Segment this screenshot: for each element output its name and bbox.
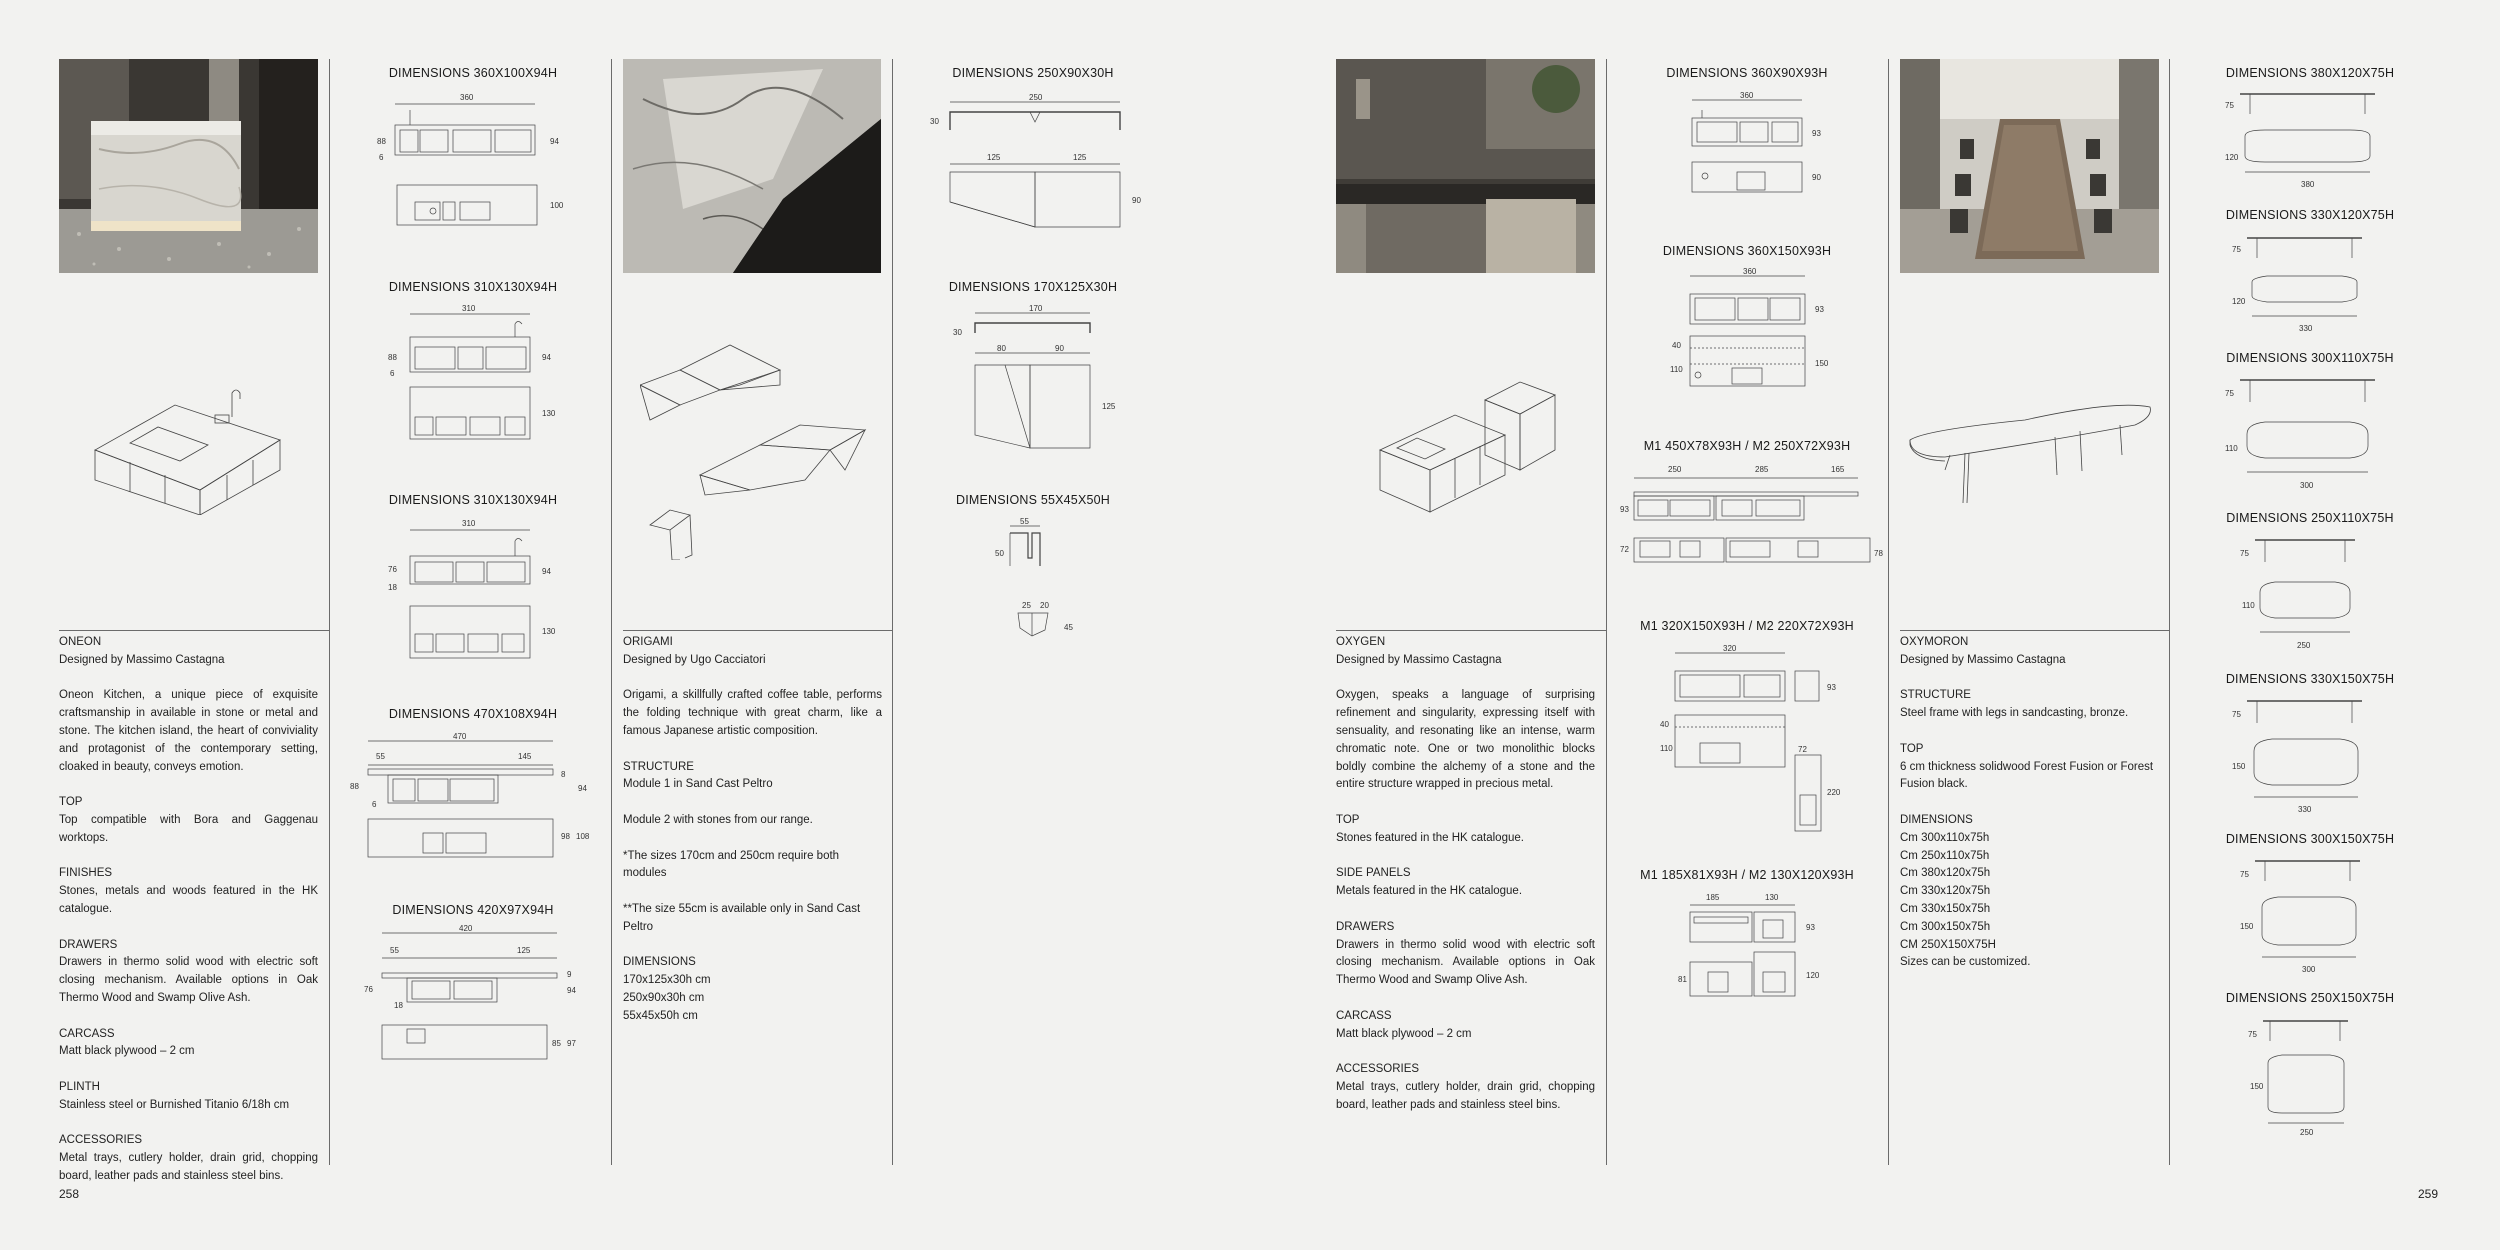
svg-text:250: 250 (1029, 93, 1043, 102)
product-name: ONEON (59, 636, 102, 648)
oneon-dimension-drawing (362, 925, 592, 1070)
svg-text:40: 40 (1660, 720, 1669, 729)
section-divider (59, 630, 329, 631)
svg-text:120: 120 (2232, 297, 2246, 306)
section-body: Metal trays, cutlery holder, drain grid, chopping board, leather pads and stainless steel bins. (59, 1152, 318, 1182)
origami-dimension-drawing (925, 92, 1145, 237)
page-number-right: 259 (2418, 1187, 2439, 1201)
svg-text:85: 85 (552, 1039, 561, 1048)
column-divider (1888, 59, 1889, 1165)
svg-text:108: 108 (576, 832, 590, 841)
svg-text:120: 120 (1806, 971, 1820, 980)
svg-text:250: 250 (2300, 1128, 2314, 1137)
svg-text:94: 94 (542, 353, 551, 362)
section-title: CARCASS (1336, 1009, 1392, 1022)
description: Oneon Kitchen, a unique piece of exquisite craftsmanship in available in stone or metal and stone. The kitchen island, the heart of conviviality and protagonist of the contemporary setting, cloaked in beauty, conveys emotion. (59, 689, 318, 773)
origami-dimension-title: DIMENSIONS 55X45X50H (955, 493, 1111, 507)
oxymoron-dimension-drawing (2225, 90, 2395, 200)
oxygen-dimension-drawing (1668, 892, 1848, 1007)
section-body: Drawers in thermo solid wood with electric soft closing mechanism. Available options in Oak Thermo Wood and Swamp Olive Ash. (1336, 938, 1595, 987)
svg-text:300: 300 (2302, 965, 2316, 974)
section-title: TOP (1900, 742, 1924, 755)
oxymoron-dimension-title: DIMENSIONS 330X150X75H (2225, 672, 2395, 686)
svg-text:145: 145 (518, 752, 532, 761)
svg-text:90: 90 (1812, 173, 1821, 182)
section-title: SIDE PANELS (1336, 867, 1411, 880)
section-title: ACCESSORIES (1336, 1063, 1420, 1076)
svg-text:50: 50 (995, 549, 1004, 558)
svg-text:75: 75 (2240, 870, 2249, 879)
oneon-dimension-drawing (375, 90, 575, 235)
origami-text-block (623, 634, 882, 1026)
svg-text:100: 100 (550, 201, 564, 210)
svg-text:6: 6 (372, 800, 377, 809)
svg-text:110: 110 (1660, 744, 1673, 753)
oxymoron-dimension-drawing (2248, 1017, 2368, 1142)
dimension-item: 250x90x30h cm (623, 991, 705, 1004)
svg-text:250: 250 (2297, 641, 2311, 650)
column-divider (2169, 59, 2170, 1165)
oxymoron-dimension-drawing (2232, 234, 2382, 344)
column-divider (611, 59, 612, 1165)
oxygen-dimension-title: DIMENSIONS 360X150X93H (1662, 244, 1832, 258)
oxygen-dimension-title: M1 320X150X93H / M2 220X72X93H (1640, 619, 1854, 633)
svg-text:90: 90 (1132, 196, 1141, 205)
dimension-item: 170x125x30h cm (623, 974, 711, 987)
section-body: Stainless steel or Burnished Titanio 6/18h cm (59, 1098, 290, 1111)
oneon-dimension-drawing (380, 302, 580, 452)
svg-text:93: 93 (1806, 923, 1815, 932)
oxymoron-dimension-title: DIMENSIONS 380X120X75H (2225, 66, 2395, 80)
svg-text:30: 30 (953, 328, 962, 337)
oneon-dimension-title: DIMENSIONS 360X100X94H (388, 66, 558, 80)
section-title: FINISHES (59, 867, 113, 880)
section-body: Steel frame with legs in sandcasting, bronze. (1900, 707, 2129, 720)
dimension-item: Cm 330x150x75h (1900, 902, 1991, 915)
oxymoron-dimension-title: DIMENSIONS 250X150X75H (2225, 991, 2395, 1005)
svg-text:310: 310 (462, 519, 476, 528)
dimension-item: Cm 330x120x75h (1900, 885, 1991, 898)
oxygen-dimension-title: M1 450X78X93H / M2 250X72X93H (1643, 439, 1851, 453)
svg-text:320: 320 (1723, 644, 1737, 653)
svg-text:165: 165 (1831, 465, 1845, 474)
origami-isometric-drawing (640, 340, 880, 560)
column-divider (1606, 59, 1607, 1165)
section-title: TOP (1336, 813, 1360, 826)
section-title: DIMENSIONS (1900, 813, 1973, 826)
oxygen-dimension-drawing (1618, 464, 1888, 579)
svg-text:360: 360 (460, 93, 474, 102)
section-body: Metals featured in the HK catalogue. (1336, 885, 1523, 898)
section-divider (1336, 630, 1606, 631)
svg-text:130: 130 (1765, 893, 1779, 902)
section-divider (623, 630, 892, 631)
svg-text:125: 125 (1073, 153, 1087, 162)
oxymoron-dimension-title: DIMENSIONS 330X120X75H (2225, 208, 2395, 222)
section-title: STRUCTURE (1900, 689, 1971, 702)
oneon-dimension-title: DIMENSIONS 310X130X94H (388, 280, 558, 294)
origami-photo (623, 59, 881, 273)
svg-text:75: 75 (2232, 245, 2241, 254)
svg-text:76: 76 (388, 565, 397, 574)
description: Origami, a skillfully crafted coffee table, performs the folding technique with great charm, like a famous Japanese artistic composition. (623, 689, 882, 737)
section-title: TOP (59, 796, 83, 809)
section-body: Matt black plywood – 2 cm (59, 1045, 195, 1058)
origami-dimension-title: DIMENSIONS 170X125X30H (948, 280, 1118, 294)
origami-dimension-drawing (945, 305, 1125, 460)
svg-text:90: 90 (1055, 344, 1064, 353)
svg-text:330: 330 (2299, 324, 2313, 333)
dimension-item: Cm 250x110x75h (1900, 849, 1990, 862)
oxymoron-dimension-title: DIMENSIONS 300X150X75H (2225, 832, 2395, 846)
svg-text:98: 98 (561, 832, 570, 841)
svg-text:18: 18 (388, 583, 397, 592)
oxymoron-isometric-drawing (1905, 395, 2155, 505)
svg-text:76: 76 (364, 985, 373, 994)
svg-text:300: 300 (2300, 481, 2314, 490)
dimension-item: Cm 300x150x75h (1900, 920, 1991, 933)
svg-text:94: 94 (567, 986, 576, 995)
oxymoron-dimension-drawing (2225, 376, 2395, 501)
svg-text:220: 220 (1827, 788, 1841, 797)
svg-text:88: 88 (377, 137, 386, 146)
svg-text:40: 40 (1672, 341, 1681, 350)
svg-text:75: 75 (2232, 710, 2241, 719)
svg-text:93: 93 (1812, 129, 1821, 138)
oxymoron-dimension-title: DIMENSIONS 250X110X75H (2226, 511, 2394, 525)
oneon-isometric-drawing (90, 375, 290, 515)
svg-text:81: 81 (1678, 975, 1687, 984)
description: Oxygen, speaks a language of surprising refinement and singularity, expressing itself with sensuality, and resonating like an intense, warm chromatic note. One or two monolithic blocks boldly combine the alchemy of a stone and the entire structure wrapped in precious metal. (1336, 689, 1595, 791)
svg-text:120: 120 (2225, 153, 2239, 162)
svg-text:150: 150 (2250, 1082, 2264, 1091)
oxygen-dimension-drawing (1660, 268, 1840, 398)
oxymoron-dimension-drawing (2232, 697, 2382, 822)
svg-text:150: 150 (1815, 359, 1829, 368)
svg-text:130: 130 (542, 409, 556, 418)
svg-text:110: 110 (2225, 444, 2238, 453)
svg-text:250: 250 (1668, 465, 1682, 474)
svg-text:72: 72 (1798, 745, 1807, 754)
section-body: Top compatible with Bora and Gaggenau worktops. (59, 813, 318, 844)
product-name: OXYMORON (1900, 636, 1969, 648)
svg-text:75: 75 (2225, 101, 2234, 110)
svg-text:94: 94 (578, 784, 587, 793)
svg-text:330: 330 (2298, 805, 2312, 814)
oneon-photo (59, 59, 318, 273)
oxymoron-dimension-drawing (2240, 536, 2370, 661)
designer: Designed by Massimo Castagna (59, 653, 225, 666)
svg-text:285: 285 (1755, 465, 1769, 474)
svg-text:88: 88 (388, 353, 397, 362)
svg-text:6: 6 (390, 369, 395, 378)
section-title: CARCASS (59, 1027, 115, 1040)
svg-text:360: 360 (1740, 91, 1754, 100)
oneon-text-block (59, 634, 318, 1204)
section-title: DRAWERS (1336, 920, 1395, 933)
oneon-dimension-title: DIMENSIONS 470X108X94H (388, 707, 558, 721)
svg-text:110: 110 (1670, 365, 1683, 374)
svg-text:18: 18 (394, 1001, 403, 1010)
oxygen-dimension-title: DIMENSIONS 360X90X93H (1666, 66, 1828, 80)
section-body: Drawers in thermo solid wood with electric soft closing mechanism. Available options in Oak Thermo Wood and Swamp Olive Ash. (59, 956, 318, 1004)
section-title: STRUCTURE (623, 760, 694, 773)
dimension-item: CM 250X150X75H (1900, 938, 1996, 951)
svg-text:125: 125 (987, 153, 1001, 162)
svg-text:45: 45 (1064, 623, 1073, 632)
svg-text:88: 88 (350, 782, 359, 791)
svg-text:8: 8 (561, 770, 566, 779)
section-title: DRAWERS (59, 938, 118, 951)
page-number-left: 258 (59, 1187, 80, 1201)
svg-text:93: 93 (1620, 505, 1629, 514)
product-name: ORIGAMI (623, 636, 673, 648)
svg-text:72: 72 (1620, 545, 1629, 554)
section-body: 6 cm thickness solidwood Forest Fusion or Forest Fusion black. (1900, 760, 2154, 791)
svg-text:125: 125 (1102, 402, 1116, 411)
oxygen-photo (1336, 59, 1595, 273)
oxymoron-dimension-title: DIMENSIONS 300X110X75H (2226, 351, 2394, 365)
svg-text:360: 360 (1743, 267, 1757, 276)
section-title: ACCESSORIES (59, 1134, 143, 1147)
customization-note: Sizes can be customized. (1900, 956, 2031, 969)
svg-text:150: 150 (2240, 922, 2254, 931)
origami-dimension-drawing (990, 518, 1080, 653)
svg-text:470: 470 (453, 732, 467, 741)
svg-text:75: 75 (2248, 1030, 2257, 1039)
dimension-item: Cm 300x110x75h (1900, 831, 1990, 844)
product-name: OXYGEN (1336, 636, 1386, 648)
svg-text:170: 170 (1029, 304, 1043, 313)
oxygen-dimension-drawing (1677, 90, 1837, 205)
section-body: Stones featured in the HK catalogue. (1336, 831, 1524, 844)
svg-text:94: 94 (542, 567, 551, 576)
svg-text:185: 185 (1706, 893, 1720, 902)
column-divider (329, 59, 330, 1165)
svg-text:55: 55 (390, 946, 399, 955)
svg-text:55: 55 (376, 752, 385, 761)
designer: Designed by Ugo Cacciatori (623, 653, 766, 666)
svg-text:6: 6 (379, 153, 384, 162)
designer: Designed by Massimo Castagna (1336, 653, 1502, 666)
module-note: Module 2 with stones from our range. (623, 813, 813, 826)
svg-text:97: 97 (567, 1039, 576, 1048)
footnote: *The sizes 170cm and 250cm require both modules (623, 849, 840, 880)
svg-text:93: 93 (1815, 305, 1824, 314)
svg-text:420: 420 (459, 924, 473, 933)
oxygen-dimension-drawing (1660, 645, 1860, 840)
svg-text:25: 25 (1022, 601, 1031, 610)
section-title: DIMENSIONS (623, 956, 696, 969)
oxygen-dimension-title: M1 185X81X93H / M2 130X120X93H (1640, 868, 1854, 882)
svg-text:30: 30 (930, 117, 939, 126)
svg-text:55: 55 (1020, 517, 1029, 526)
dimension-item: 55x45x50h cm (623, 1009, 698, 1022)
oxygen-isometric-drawing (1375, 380, 1560, 520)
oxymoron-photo (1900, 59, 2159, 273)
designer: Designed by Massimo Castagna (1900, 653, 2066, 666)
section-title: PLINTH (59, 1080, 100, 1093)
footnote: **The size 55cm is available only in Sand Cast Peltro (623, 902, 861, 933)
section-body: Metal trays, cutlery holder, drain grid, chopping board, leather pads and stainless steel bins. (1336, 1080, 1595, 1111)
svg-text:20: 20 (1040, 601, 1049, 610)
svg-text:130: 130 (542, 627, 556, 636)
svg-text:94: 94 (550, 137, 559, 146)
svg-text:110: 110 (2242, 601, 2255, 610)
oneon-dimension-drawing (348, 733, 598, 868)
svg-text:75: 75 (2240, 549, 2249, 558)
svg-text:150: 150 (2232, 762, 2246, 771)
dimension-item: Cm 380x120x75h (1900, 867, 1991, 880)
svg-text:125: 125 (517, 946, 531, 955)
svg-text:78: 78 (1874, 549, 1883, 558)
oxymoron-text-block (1900, 634, 2159, 972)
oneon-dimension-title: DIMENSIONS 310X130X94H (388, 493, 558, 507)
svg-text:75: 75 (2225, 389, 2234, 398)
svg-text:80: 80 (997, 344, 1006, 353)
column-divider (892, 59, 893, 1165)
svg-text:93: 93 (1827, 683, 1836, 692)
svg-text:380: 380 (2301, 180, 2315, 189)
section-body: Matt black plywood – 2 cm (1336, 1027, 1472, 1040)
svg-text:310: 310 (462, 304, 476, 313)
svg-text:9: 9 (567, 970, 572, 979)
section-divider (1900, 630, 2169, 631)
oneon-dimension-drawing (380, 516, 580, 666)
section-body: Module 1 in Sand Cast Peltro (623, 778, 773, 791)
oxymoron-dimension-drawing (2240, 857, 2380, 982)
section-body: Stones, metals and woods featured in the HK catalogue. (59, 885, 318, 915)
oneon-dimension-title: DIMENSIONS 420X97X94H (392, 903, 554, 917)
oxygen-text-block (1336, 634, 1595, 1132)
origami-dimension-title: DIMENSIONS 250X90X30H (952, 66, 1114, 80)
